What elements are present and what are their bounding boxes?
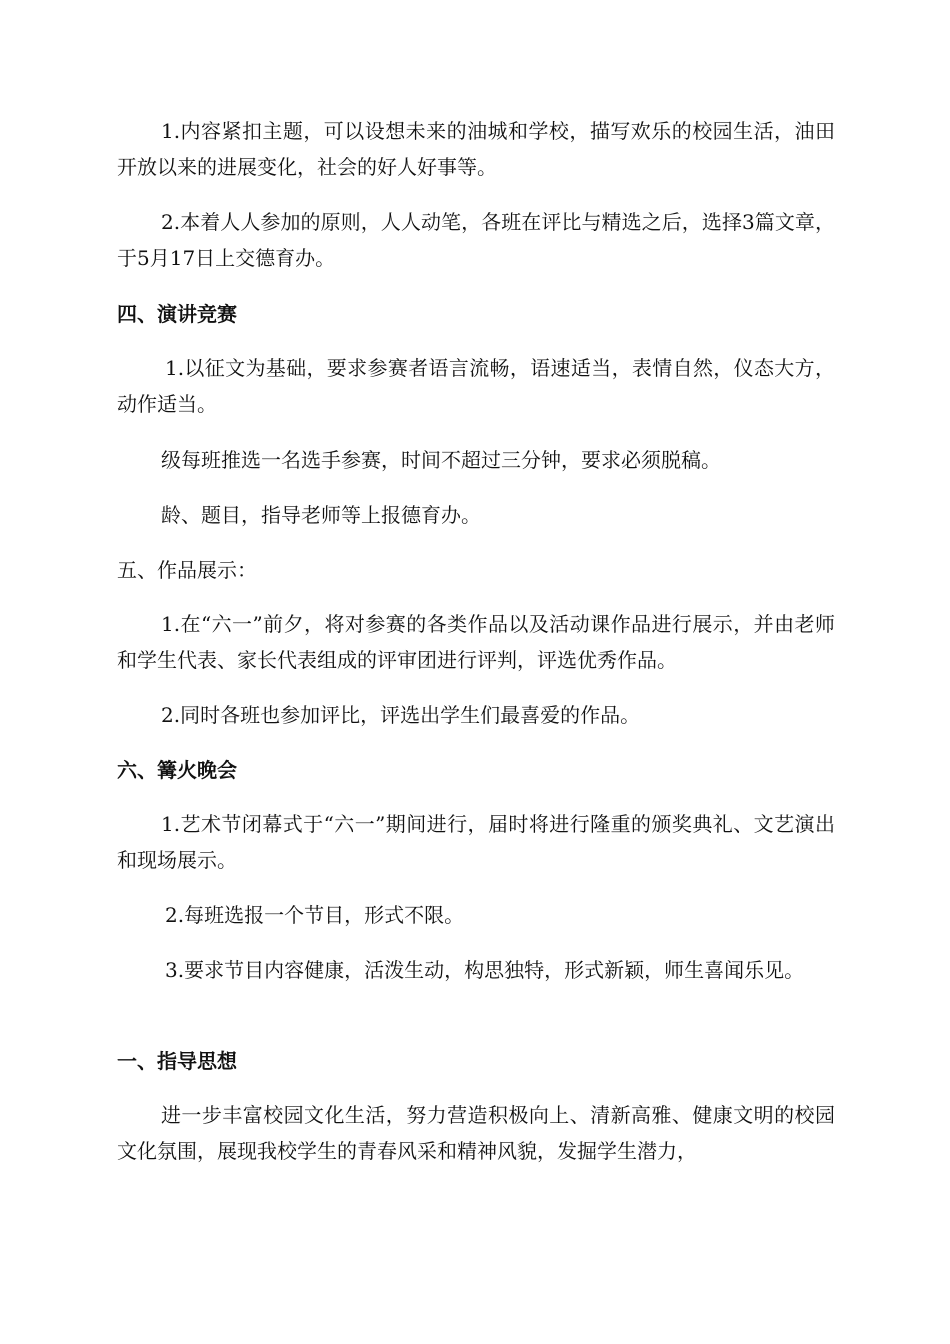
paragraph-speech-report: 龄、题目，指导老师等上报德育办。 [161, 503, 481, 527]
paragraph-speech-requirements: 1.以征文为基础，要求参赛者语言流畅，语速适当，表情自然，仪态大方，动作适当。 [117, 356, 835, 416]
heading-works-exhibition: 五、作品展示： [117, 558, 257, 582]
paragraph-essay-submission: 2.本着人人参加的原则，人人动笔，各班在评比与精选之后，选择3篇文章，于5月17日上交德育办。 [117, 210, 835, 270]
paragraph-program-requirements: 3.要求节目内容健康，活泼生动，构思独特，形式新颖，师生喜闻乐见。 [165, 958, 805, 982]
paragraph-program-selection: 2.每班选报一个节目，形式不限。 [165, 903, 465, 927]
paragraph-exhibition-review: 1.在“六一”前夕，将对参赛的各类作品以及活动课作品进行展示，并由老师和学生代表、家长代表组成的评审团进行评判，评选优秀作品。 [117, 612, 835, 672]
paragraph-closing-ceremony: 1.艺术节闭幕式于“六一”期间进行，届时将进行隆重的颁奖典礼、文艺演出和现场展示。 [117, 812, 835, 872]
paragraph-class-evaluation: 2.同时各班也参加评比，评选出学生们最喜爱的作品。 [161, 703, 641, 727]
heading-speech-contest: 四、演讲竞赛 [117, 302, 237, 326]
paragraph-essay-content: 1.内容紧扣主题，可以设想未来的油城和学校，描写欢乐的校园生活，油田开放以来的进展变化，社会的好人好事等。 [117, 119, 835, 179]
paragraph-speech-selection: 级每班推选一名选手参赛，时间不超过三分钟，要求必须脱稿。 [161, 448, 721, 472]
paragraph-guiding-ideology: 进一步丰富校园文化生活，努力营造积极向上、清新高雅、健康文明的校园文化氛围，展现我校学生的青春风采和精神风貌，发掘学生潜力， [117, 1103, 835, 1163]
heading-guiding-ideology: 一、指导思想 [117, 1049, 237, 1073]
heading-bonfire-party: 六、篝火晚会 [117, 758, 237, 782]
